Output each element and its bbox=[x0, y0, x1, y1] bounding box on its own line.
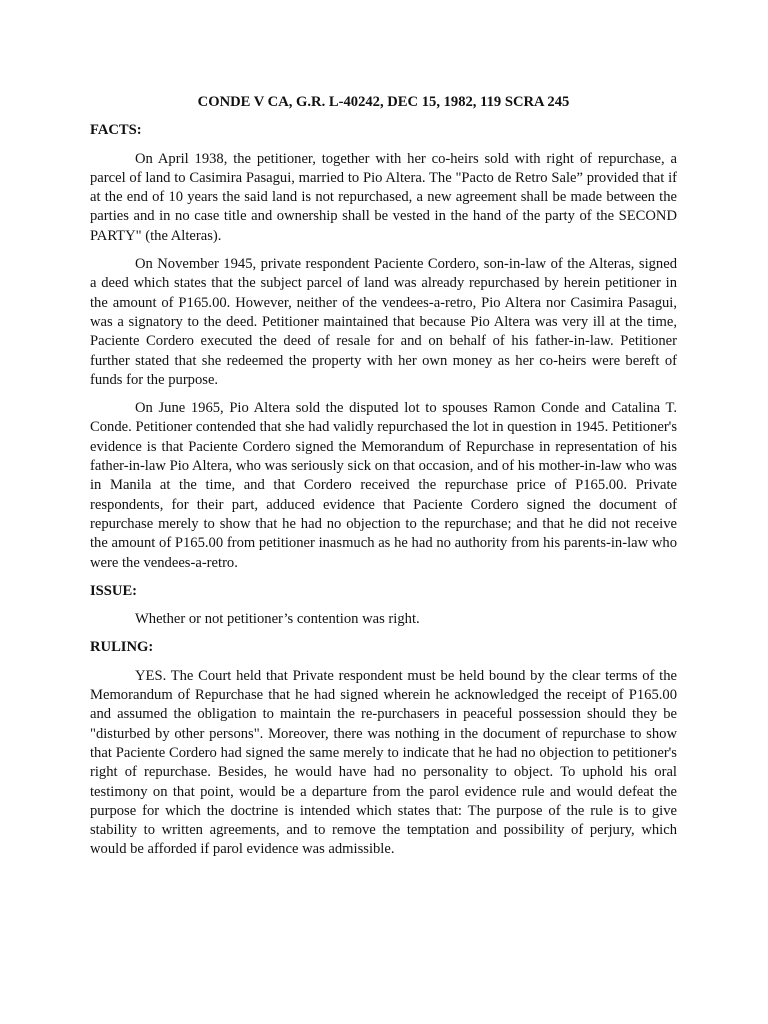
document-title: CONDE V CA, G.R. L-40242, DEC 15, 1982, 119 SCRA 245 bbox=[197, 94, 570, 110]
ruling-paragraph: YES. The Court held that Private respondent must be held bound by the clear terms of the Memorandum of Repurchase that he had signed wherein he acknowledged the receipt of P165.00 and assumed the obligation to maintain the re-purchasers in peaceful possession should they be "disturbed by other persons". Moreover, there was nothing in the document of repurchase to show that Paciente Cordero had signed the same merely to indicate that he had no objection to petitioner's right of repurchase. Besides, he would have had no personality to object. To uphold his oral testimony on that point, would be a departure from the parol evidence rule and would defeat the purpose for which the doctrine is intended which states that: The purpose of the rule is to give stability to written agreements, and to remove the temptation and possibility of perjury, which would be afforded if parol evidence was admissible. bbox=[90, 667, 677, 858]
facts-paragraph-3: On June 1965, Pio Altera sold the disputed lot to spouses Ramon Conde and Catalina T. Conde. Petitioner contended that she had validly repurchased the lot in question in 1945. Petitioner's evidence is that Paciente Cordero signed the Memorandum of Repurchase in representation of his father-in-law Pio Altera, who was seriously sick on that occasion, and of his mother-in-law who was in Manila at the time, and that Cordero received the repurchase price of P165.00. Private respondents, for their part, adduced evidence that Paciente Cordero signed the document of repurchase merely to show that he had no objection to the repurchase; and that he did not receive the amount of P165.00 from petitioner inasmuch as he had no authority from his parents-in-law who were the vendees-a-retro. bbox=[90, 400, 677, 571]
issue-heading: ISSUE: bbox=[90, 582, 138, 599]
facts-paragraph-1: On April 1938, the petitioner, together with her co-heirs sold with right of repurchase, a parcel of land to Casimira Pasagui, married to Pio Altera. The "Pacto de Retro Sale” provided that if at the end of 10 years the said land is not repurchased, a new agreement shall be made between the parties and in no case title and ownership shall be vested in the hand of the party of the SECOND PARTY" (the Alteras). bbox=[90, 150, 677, 244]
issue-paragraph: Whether or not petitioner’s contention was right. bbox=[135, 611, 420, 628]
document-page bbox=[90, 93, 677, 860]
facts-paragraph-2: On November 1945, private respondent Paciente Cordero, son-in-law of the Alteras, signed a deed which states that the subject parcel of land was already repurchased by herein petitioner in the amount of P165.00. However, neither of the vendees-a-retro, Pio Altera nor Casimira Pasagui, was a signatory to the deed. Petitioner maintained that because Pio Altera was very ill at the time, Paciente Cordero executed the deed of resale for and on behalf of his father-in-law. Petitioner further stated that she redeemed the property with her own money as her co-heirs were bereft of funds for the purpose. bbox=[90, 256, 677, 388]
facts-heading: FACTS: bbox=[90, 122, 142, 139]
ruling-heading: RULING: bbox=[90, 639, 154, 656]
